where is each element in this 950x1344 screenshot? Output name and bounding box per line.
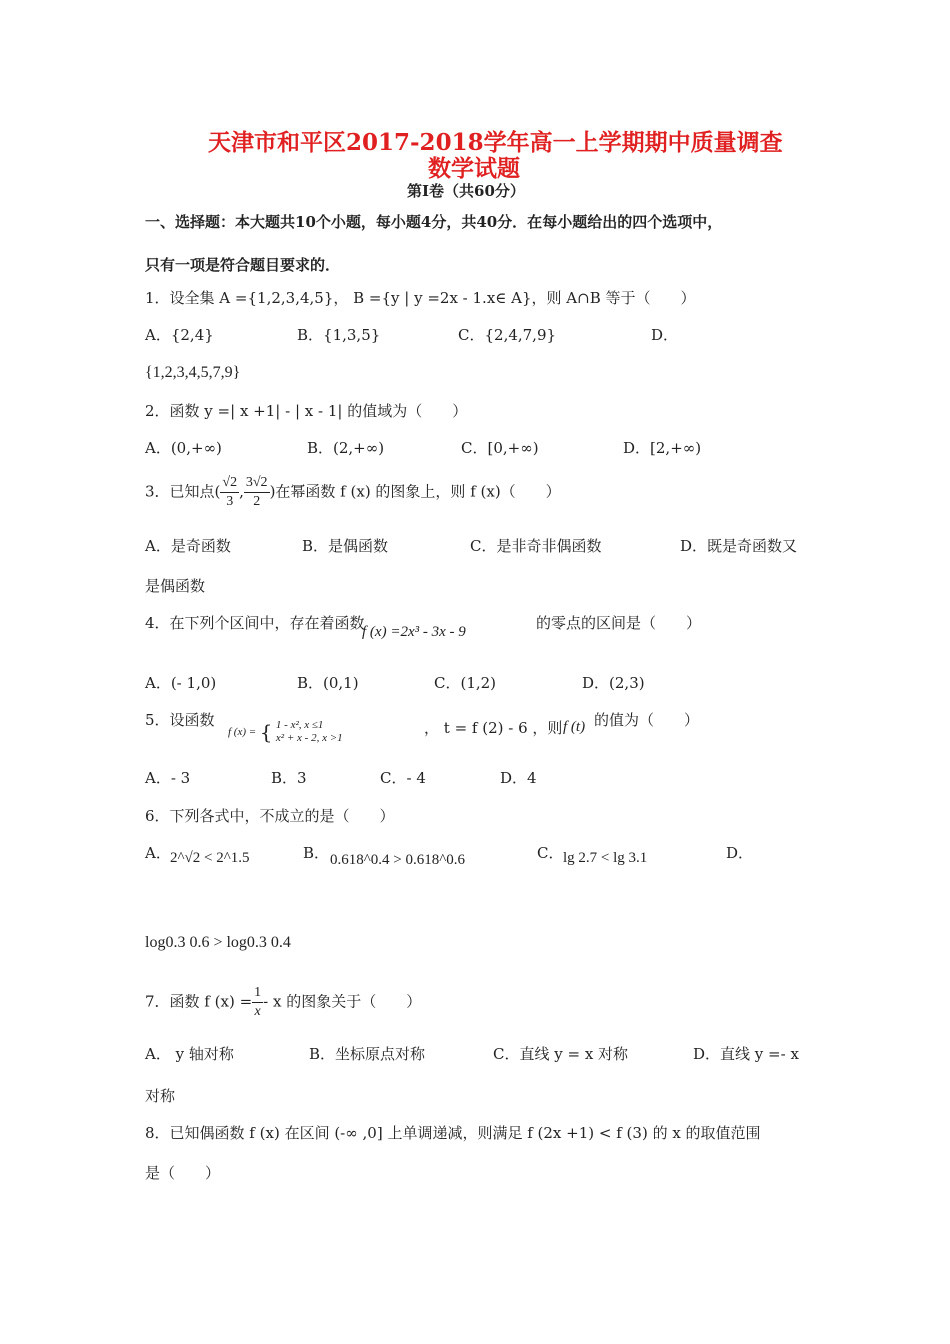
document-subtitle: 数学试题 [428, 155, 520, 182]
question-5-middle: ， t = f (2) - 6 ，则 [424, 719, 563, 737]
question-7-prefix: 7．函数 f (x) = [145, 992, 253, 1011]
question-7-stem [145, 984, 421, 1021]
question-7-option-d-cont: 对称 [145, 1087, 176, 1105]
question-6-option-d-label: D． [726, 844, 754, 862]
question-2-option-b: B．(2,+∞) [307, 439, 385, 457]
question-5-option-d: D．4 [500, 769, 537, 787]
q7-fraction-denominator: x [254, 1004, 261, 1019]
question-4-suffix: 的零点的区间是（ ） [536, 614, 702, 632]
piecewise-lhs: f (x) = [228, 726, 257, 738]
question-5-option-a: A．- 3 [145, 769, 191, 787]
fraction-2-numerator: 3√2 [244, 474, 270, 493]
question-3-option-a: A．是奇函数 [145, 537, 231, 555]
question-4-option-d: D．(2,3) [582, 674, 645, 692]
question-6-option-a-expr: 2^√2 < 2^1.5 [170, 850, 250, 866]
question-4-prefix: 4．在下列个区间中，存在着函数 [145, 614, 365, 632]
fraction-1-numerator: √2 [220, 474, 239, 493]
document-title: 天津市和平区2017-2018学年高一上学期期中质量调查 [208, 129, 783, 156]
question-6-stem: 6．下列各式中，不成立的是（ ） [145, 807, 395, 825]
question-6-option-d-expr: log0.3 0.6 > log0.3 0.4 [145, 934, 291, 951]
fraction-2-denominator: 2 [253, 494, 261, 509]
question-2-option-d: D．[2,+∞) [623, 439, 702, 457]
question-6-option-a-label: A． [145, 844, 171, 862]
question-1-option-c: C．{2,4,7,9} [458, 326, 557, 344]
question-5-suffix: 的值为（ ） [594, 711, 700, 729]
question-6-option-b-label: B． [303, 844, 330, 862]
q7-fraction-numerator: 1 [252, 984, 263, 1003]
question-7-suffix: - x 的图象关于（ ） [263, 992, 422, 1011]
part-heading: 第Ⅰ卷（共60分） [407, 182, 525, 200]
question-4-option-a: A．(- 1,0) [145, 674, 217, 692]
piecewise-case-2: x² + x - 2, x >1 [275, 732, 343, 744]
question-7-option-c: C．直线 y = x 对称 [493, 1045, 629, 1063]
question-2-option-c: C．[0,+∞) [461, 439, 539, 457]
question-8-stem: 8．已知偶函数 f (x) 在区间 (-∞ ,0] 上单调递减，则满足 f (2x +1) < f (3) 的 x 的取值范围 [145, 1124, 761, 1142]
question-5-piecewise-formula [228, 719, 343, 745]
question-3-comma: , [239, 482, 244, 501]
question-2-option-a: A．(0,+∞) [145, 439, 222, 457]
question-3-option-c: C．是非奇非偶函数 [470, 537, 602, 555]
section-instructions-line2: 只有一项是符合题目要求的． [145, 256, 341, 274]
question-7-fraction [252, 984, 263, 1021]
question-4-option-c: C．(1,2) [434, 674, 497, 692]
question-1-stem: 1．设全集 A ={1,2,3,4,5}， B ={y | y =2x - 1.x∈ A}，则 A∩B 等于（ ） [145, 289, 696, 307]
question-4-formula: f (x) =2x³ - 3x - 9 [362, 624, 466, 640]
question-3-prefix: 3．已知点( [145, 482, 221, 501]
piecewise-cases [276, 719, 343, 745]
question-5-ft: f (t) [563, 719, 586, 735]
question-5-option-c: C．- 4 [380, 769, 426, 787]
question-3-option-b: B．是偶函数 [302, 537, 389, 555]
question-1-option-a: A．{2,4} [145, 326, 214, 344]
question-3-option-d-cont: 是偶函数 [145, 577, 206, 595]
question-1-option-d: D． [651, 326, 679, 344]
question-6-option-b-expr: 0.618^0.4 > 0.618^0.6 [330, 852, 466, 868]
question-6-option-c-expr: lg 2.7 < lg 3.1 [563, 850, 648, 866]
question-1-option-b: B．{1,3,5} [297, 326, 381, 344]
question-3-stem [145, 474, 561, 511]
question-1-option-d-value: {1,2,3,4,5,7,9} [145, 364, 241, 381]
question-3-option-d: D．既是奇函数又 [680, 537, 798, 555]
question-4-option-b: B．(0,1) [297, 674, 359, 692]
question-3-fraction-2 [244, 474, 270, 511]
question-2-stem: 2．函数 y =| x +1| - | x - 1| 的值域为（ ） [145, 402, 468, 420]
question-5-option-b: B．3 [271, 769, 307, 787]
question-6-option-c-label: C． [537, 844, 564, 862]
question-8-stem-cont: 是（ ） [145, 1164, 221, 1182]
fraction-1-denominator: 3 [226, 494, 234, 509]
question-7-option-a: A． y 轴对称 [145, 1045, 234, 1063]
question-3-suffix: )在幂函数 f (x) 的图象上，则 f (x)（ ） [269, 482, 561, 501]
piecewise-case-1: 1 - x², x ≤1 [275, 719, 324, 731]
question-3-fraction-1 [220, 474, 239, 511]
section-instructions-line1: 一、选择题：本大题共10个小题，每小题4分，共40分．在每小题给出的四个选项中， [145, 213, 723, 231]
question-7-option-d: D．直线 y =- x [693, 1045, 799, 1063]
question-7-option-b: B．坐标原点对称 [309, 1045, 426, 1063]
piecewise-brace: { [259, 720, 273, 744]
question-5-prefix: 5．设函数 [145, 711, 215, 729]
